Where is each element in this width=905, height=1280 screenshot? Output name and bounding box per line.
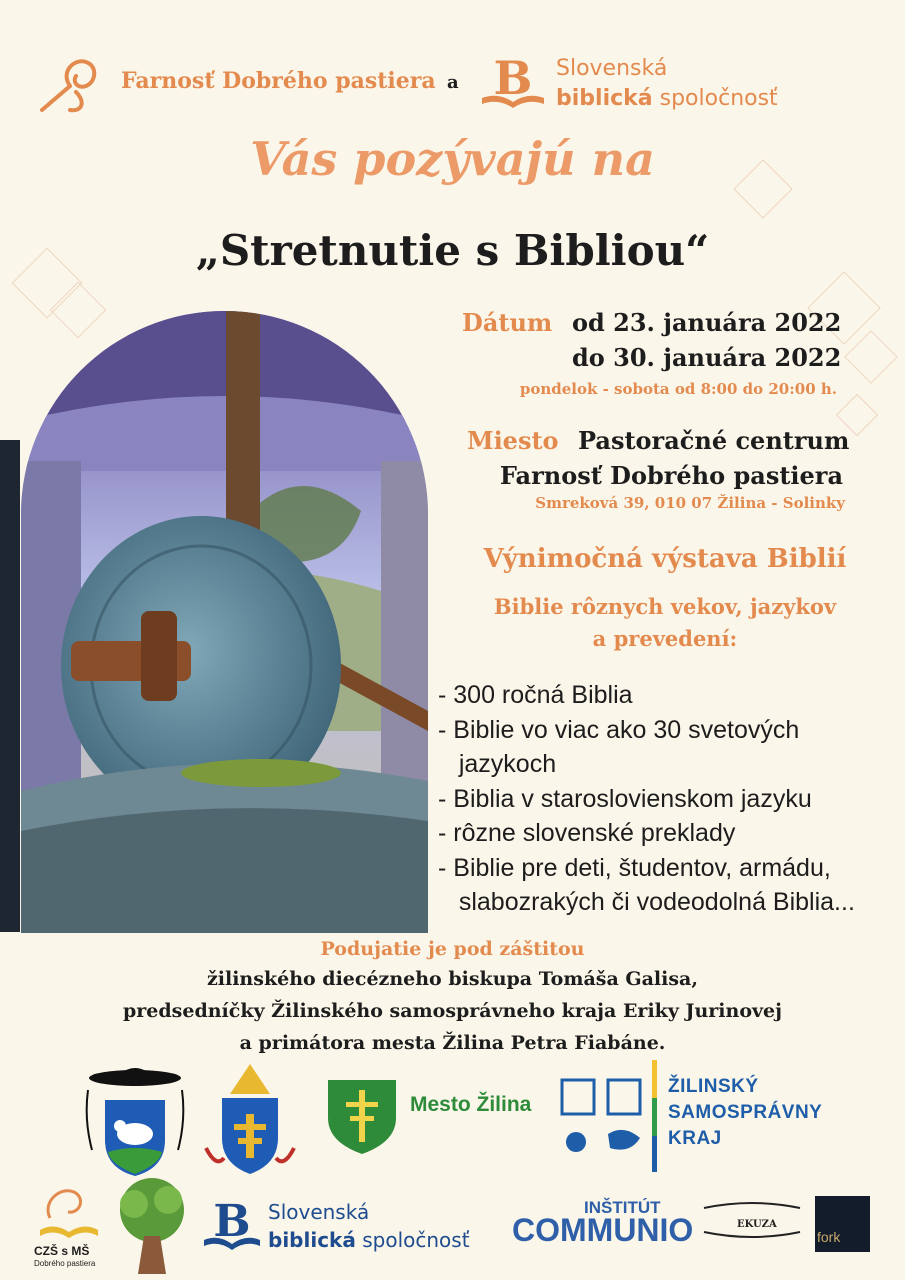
communio-label: COMMUNIO [512, 1212, 694, 1248]
header-conjunction: a [447, 72, 459, 93]
date-hours: pondelok - sobota od 8:00 do 20:00 h. [519, 380, 837, 398]
date-to: do 30. januára 2022 [572, 343, 842, 372]
event-title: „Stretnutie s Bibliou“ [195, 226, 710, 275]
list-item: slabozrakých či vodeodolná Biblia... [438, 888, 855, 916]
header-sbs-bold: biblická [556, 86, 653, 111]
zsk-emblems-icon [558, 1074, 648, 1162]
zilina-crest-icon [326, 1078, 398, 1156]
header-sbs-rest: spoločnosť [652, 86, 778, 111]
zsk-label-line: SAMOSPRÁVNY [668, 1102, 823, 1123]
zsk-color-bar-icon [652, 1060, 660, 1172]
bible-list [438, 678, 855, 920]
patronage-line: žilinského diecézneho biskupa Tomáša Galisa, [206, 968, 698, 990]
list-item: - 300 ročná Biblia [438, 681, 633, 709]
patronage-line: a primátora mesta Žilina Petra Fiabáne. [239, 1032, 666, 1054]
date-label: Dátum [462, 308, 553, 337]
exhibit-subtitle-1: Biblie rôznych vekov, jazykov [493, 594, 837, 619]
zsk-label-line: KRAJ [668, 1128, 722, 1149]
tree-logo-icon [108, 1176, 196, 1276]
place-line1: Pastoračné centrum [578, 426, 850, 455]
czs-label: CZŠ s MŠ [34, 1244, 90, 1258]
place-label: Miesto [467, 426, 559, 455]
millstone-picture [21, 311, 428, 933]
exhibit-subtitle-2: a prevedení: [592, 626, 738, 651]
header-sbs-line2 [556, 86, 778, 111]
list-item: - rôzne slovenské preklady [438, 819, 736, 847]
footer-sbs-rest: spoločnosť [355, 1228, 470, 1252]
header-farnost-name: Farnosť Dobrého pastiera [121, 68, 436, 94]
patronage-title: Podujatie je pod záštitou [320, 938, 585, 960]
header-sbs-line1: Slovenská [556, 56, 668, 81]
diocese-coat-of-arms-icon [200, 1058, 300, 1178]
left-edge-strip [0, 440, 20, 932]
footer-sbs-line1: Slovenská [268, 1200, 370, 1224]
institut-label: INŠTITÚT [584, 1198, 661, 1217]
list-item: - Biblia v staroslovienskom jazyku [438, 784, 812, 813]
zsk-label-line: ŽILINSKÝ [668, 1076, 759, 1097]
czs-sublabel: Dobrého pastiera [34, 1259, 96, 1268]
invite-line: Vás pozývajú na [250, 132, 655, 186]
place-line2: Farnosť Dobrého pastiera [499, 461, 843, 490]
sbs-footer-logo-icon [200, 1196, 264, 1254]
decor-diamond [844, 330, 898, 384]
ekuza-label: EKUZA [737, 1219, 777, 1230]
footer-sbs-line2 [268, 1228, 470, 1252]
exhibit-title: Výnimočná výstava Biblií [483, 544, 847, 574]
list-item: - Biblie pre deti, študentov, armádu, [438, 853, 831, 882]
list-item: - Biblie vo viac ako 30 svetových [438, 715, 800, 744]
fork-label: fork [817, 1229, 841, 1245]
patronage-line: predsedníčky Žilinského samosprávneho kraja Eriky Jurinovej [122, 1000, 783, 1022]
millstone-illustration-icon [21, 311, 428, 933]
bishop-coat-of-arms-icon [80, 1060, 190, 1178]
farnost-logo-icon [30, 52, 110, 116]
mesto-zilina-label: Mesto Žilina [410, 1093, 532, 1116]
sbs-logo-icon [478, 52, 548, 112]
list-item: jazykoch [438, 750, 557, 778]
date-from: od 23. januára 2022 [572, 308, 842, 337]
footer-sbs-bold: biblická [268, 1228, 356, 1252]
place-address: Smreková 39, 010 07 Žilina - Solinky [535, 494, 845, 512]
svg-text:B: B [493, 52, 533, 105]
svg-text:B: B [213, 1196, 251, 1247]
czs-logo-icon [36, 1178, 102, 1242]
